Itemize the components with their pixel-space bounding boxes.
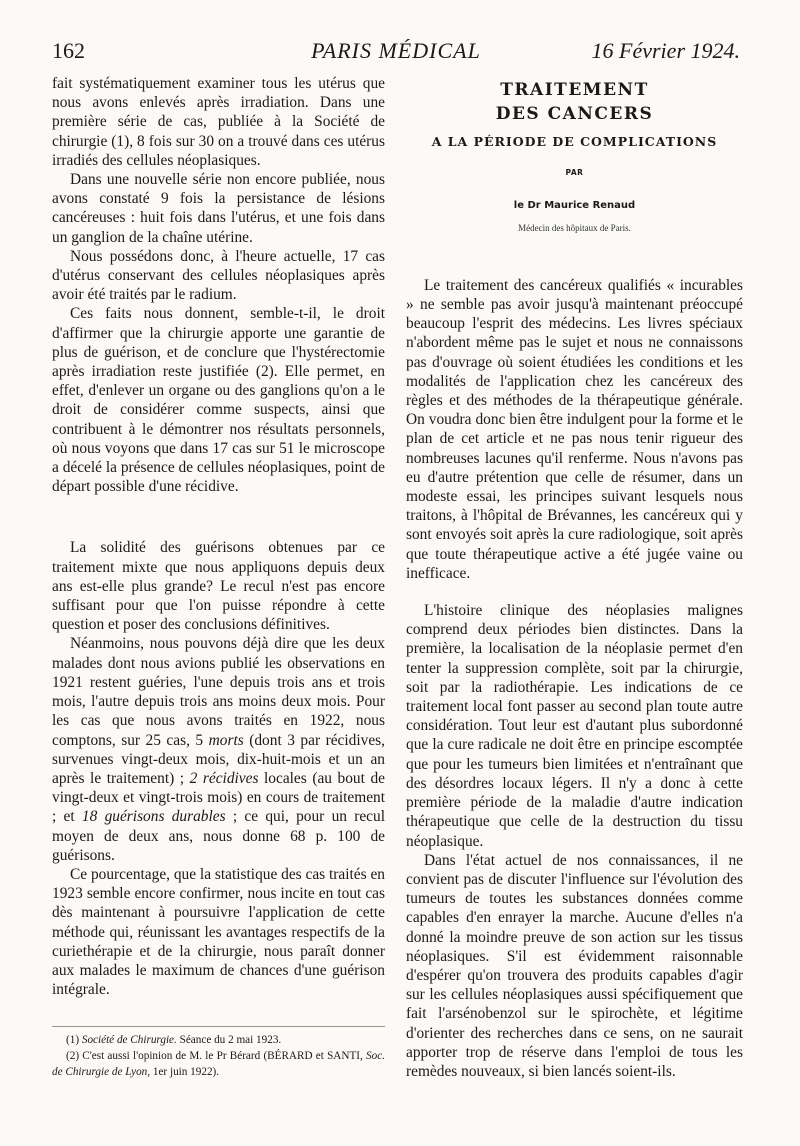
left-paragraph-1: fait systématiquement examiner tous les utérus que nous avons enlevés après irradiation. Dans une première série de cas, publiée à la Société de chirurgie (1), 8 fois sur 30 on a trouvé dans ces utérus irradiés des cellules néoplasiques. [52,75,385,169]
article-title-line-1: TRAITEMENT [500,80,649,100]
footnote-1: (1) Société de Chirurgie. Séance du 2 mai 1923. [66,1034,282,1046]
left-paragraph-2: Dans une nouvelle série non encore publiée, nous avons constaté 9 fois la persistance de lésions cancéreuses : huit fois dans l'utérus, et une fois dans un ganglion de la chaîne utérine. [52,171,385,246]
article-author: le Dr Maurice Renaud [513,200,636,212]
right-column [406,74,743,1081]
footnotes [52,1026,385,1080]
page-number: 162 [52,38,85,63]
footnote-2: (2) C'est aussi l'opinion de M. le Pr Bérard (BÉRARD et SANTI, Soc. de Chirurgie de Lyon, 1er juin 1922). [52,1050,385,1078]
article-title-line-2: DES CANCERS [495,104,654,124]
journal-title: PARIS MÉDICAL [311,38,481,63]
left-column [52,74,385,999]
left-paragraph-5: La solidité des guérisons obtenues par ce traitement mixte que nous appliquons depuis deux ans est-elle plus grande? Le recul n'est pas encore suffisant pour que l'on puisse répondre à cette question et poser des conclusions définitives. [52,539,385,634]
byline-par: PAR [565,168,584,178]
left-paragraph-7: Ce pourcentage, que la statistique des cas traités en 1923 semble encore confirmer, nous incite en tout cas dès maintenant à poursuivre l'application de cette méthode qui, réunissant les avantages respectifs de la curiethérapie et de la chirurgie, nous paraît donner aux malades le maximum de chances d'une guérison intégrale. [52,865,385,999]
right-paragraph-1: Le traitement des cancéreux qualifiés « incurables » ne semble pas avoir jusqu'à maintenant préoccupé beaucoup l'esprit des médecins. Les livres spéciaux n'abordent même pas le sujet et nous ne connaissons pas d'ouvrage où soient étudiées les conditions et les modalités de l'application chez les cancéreux des règles et des méthodes de la thérapeutique générale. On voudra donc bien être indulgent pour la forme et le plan de cet article et ne pas nous tenir rigueur des nombreuses lacunes qu'il renferme. Nous n'avons pas eu d'autre prétention que celle de résumer, dans un modeste essai, les principes suivant lesquels nous traitons, à l'hôpital de Brévannes, les cancéreux qui y sont envoyés soit après la cure radiologique, soit après que toute thérapeutique active a été jugée vaine ou inefficace. [406,276,743,582]
right-paragraph-3: Dans l'état actuel de nos connaissances, il ne convient pas de discuter l'influence sur l'évolution des tumeurs de toutes les substances données comme capables d'en enrayer la marche. Aucune d'elles n'a donné la moindre preuve de son action sur les tissus néoplasiques. S'il est évidemment raisonnable d'espérer qu'on trouvera des produits capables d'agir sur les cellules néoplasiques aussi spécifiquement que fait l'arsénobenzol sur le spirochète, et légitime d'orienter des recherches dans ce sens, on ne saurait apporter trop de réserve dans l'emploi de tous les remèdes nouveaux, si bien lancés soient-ils. [406,851,743,1080]
article-subtitle: A LA PÉRIODE DE COMPLICATIONS [431,134,718,149]
author-affiliation: Médecin des hôpitaux de Paris. [518,222,631,233]
right-paragraph-2: L'histoire clinique des néoplasies malignes comprend deux périodes bien distinctes. Dans la première, la localisation de la néoplasie permet d'en tenter la suppression complète, soit par la chirurgie, soit par la radiothérapie. Les indications de ce traitement local font passer au second plan toute autre considération. Tout leur est d'autant plus subordonné que la cure radicale ne doit être en principe escomptée que pour les tumeurs bien limitées et n'entraînant que des désordres locaux légers. Il n'y a donc à cette première période de la maladie d'autre indication thérapeutique que celle de la destruction du tissu néoplasique. [406,602,743,850]
left-paragraph-6: Néanmoins, nous pouvons déjà dire que les deux malades dont nous avions publié les observations en 1921 restent guéries, l'une depuis trois ans et trois mois, l'autre depuis trois ans moins deux mois. Pour les cas que nous avons traités en 1922, nous comptons, sur 25 cas, 5 morts (dont 3 par récidives, survenues vingt-deux mois, dix-huit-mois et un an après le traitement) ; 2 récidives locales (au bout de vingt-deux et vingt-trois mois) en cours de traitement ; et 18 guérisons durables ; ce qui, pour un recul moyen de deux ans, nous donne 68 p. 100 de guérisons. [52,635,385,864]
issue-date: 16 Février 1924. [591,38,740,63]
page-header [52,36,740,66]
left-paragraph-4: Ces faits nous donnent, semble-t-il, le droit d'affirmer que la chirurgie apporte une garantie de plus de guérison, et de conclure que l'hystérectomie après irradiation reste justifiée (2). Elle permet, en effet, d'enlever un organe ou des ganglions qu'on a le droit de considérer comme suspects, ainsi que contribuent à le démontrer nos résultats personnels, où nous voyons que dans 17 cas sur 51 le microscope a décelé la présence de cellules néoplasiques, point de départ possible d'une récidive. [52,305,385,496]
left-paragraph-3: Nous possédons donc, à l'heure actuelle, 17 cas d'utérus conservant des cellules néoplasiques après avoir été traités par le radium. [52,247,385,304]
